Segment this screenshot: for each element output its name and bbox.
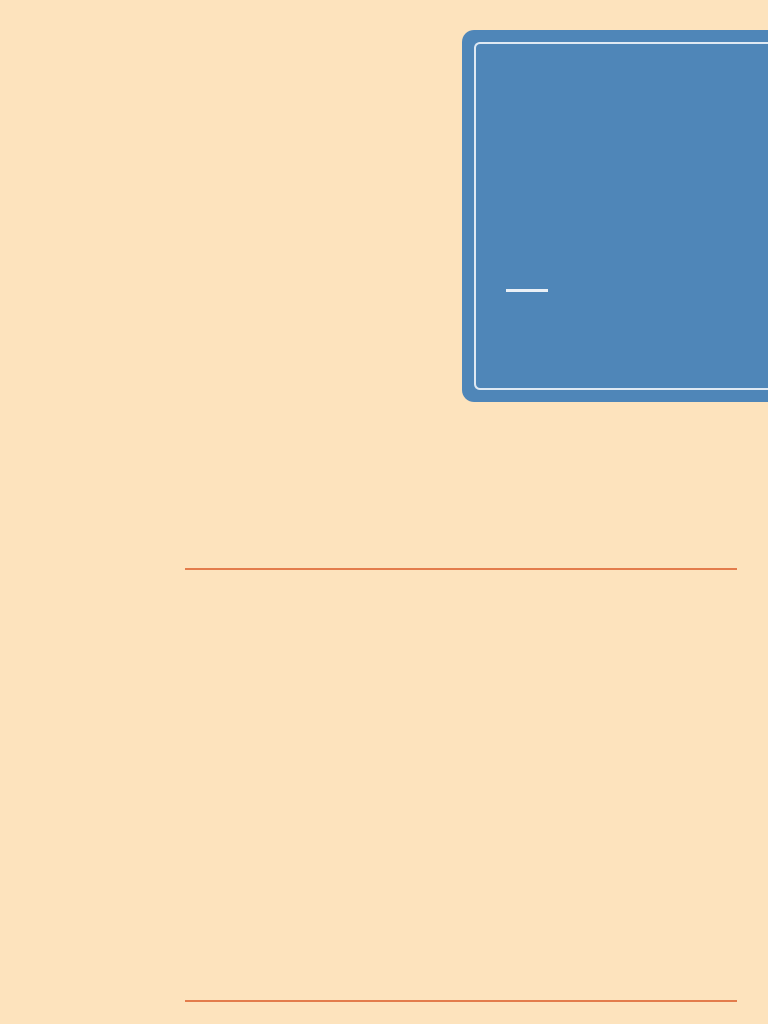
- title-divider: [506, 289, 548, 292]
- title-card-frame: [474, 42, 768, 390]
- section-divider: [185, 568, 737, 570]
- title-card: [462, 30, 768, 402]
- section-divider-2: [185, 1000, 737, 1002]
- faded-leaf-pattern: [0, 432, 180, 1024]
